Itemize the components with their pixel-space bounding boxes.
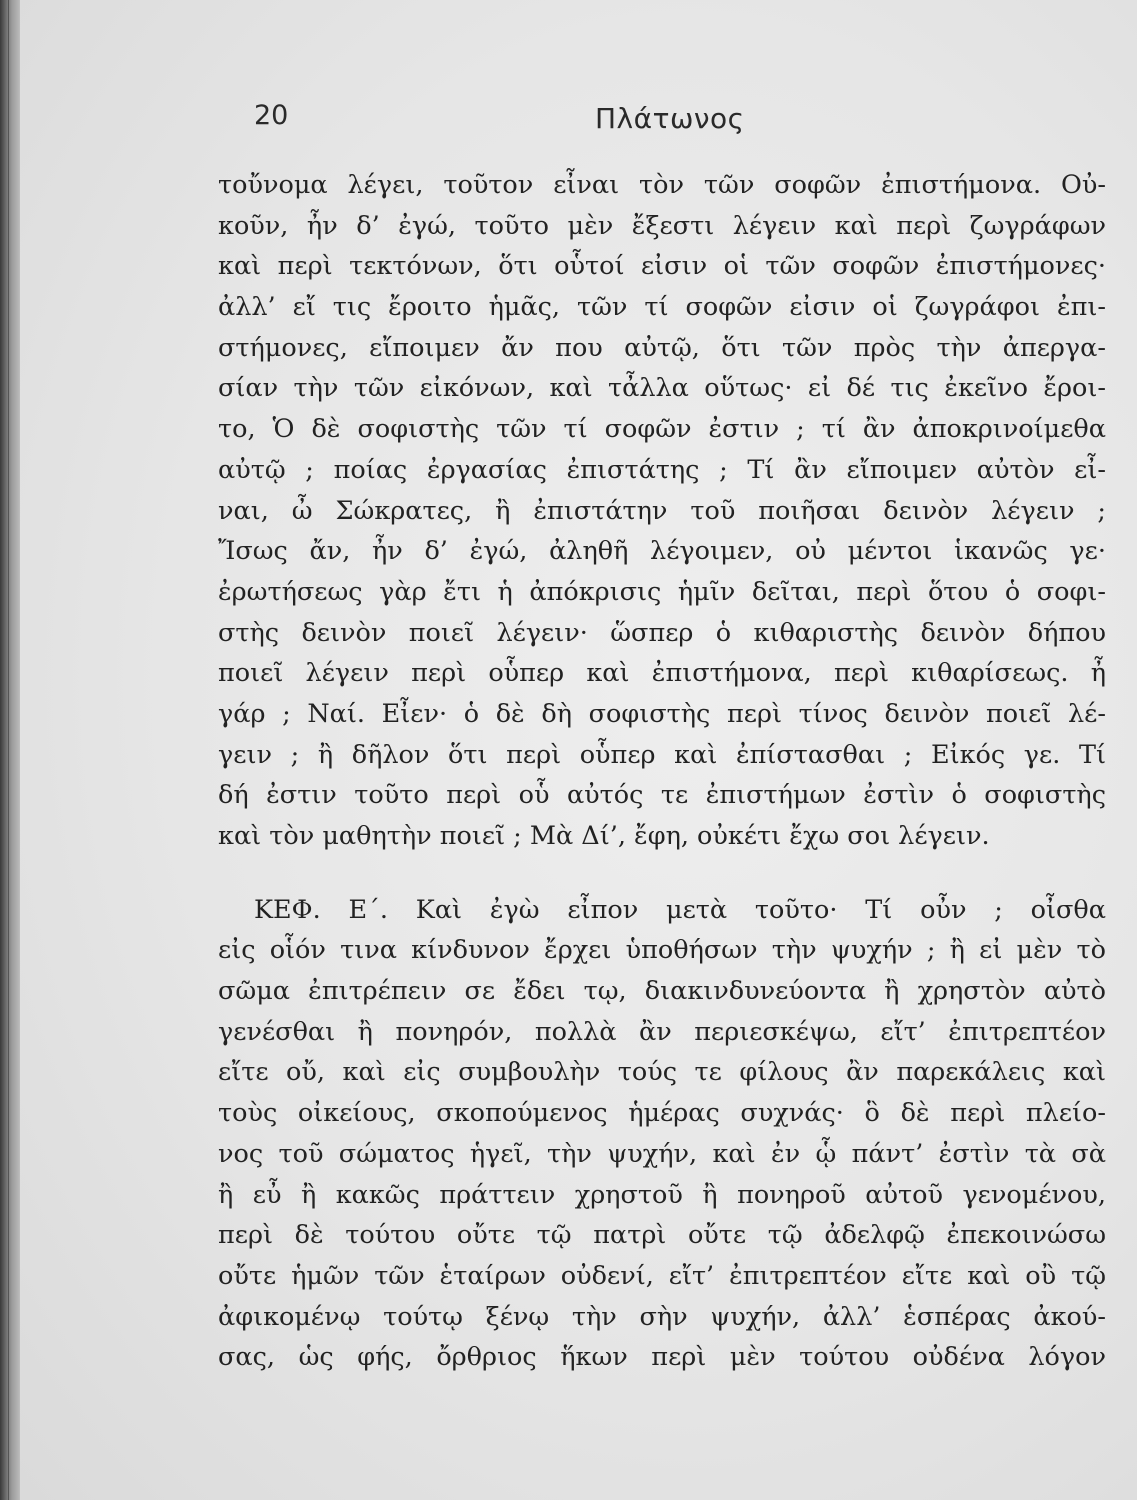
text-line: ποιεῖ λέγειν περὶ οὗπερ καὶ ἐπιστήμονα, περὶ κιθαρίσεως. ἦ xyxy=(218,658,1106,689)
text-line: το, Ὁ δὲ σοφιστὴς τῶν τί σοφῶν ἐστιν ; τί ἂν ἀποκρινοίμεθα xyxy=(218,414,1106,445)
text-line: ναι, ὦ Σώκρατες, ἢ ἐπιστάτην τοῦ ποιῆσαι δεινὸν λέγειν ; xyxy=(218,495,1106,526)
text-line: σίαν τὴν τῶν εἰκόνων, καὶ τἆλλα οὕτως· εἰ δέ τις ἐκεῖνο ἔροι- xyxy=(218,373,1106,404)
text-line: νος τοῦ σώματος ἡγεῖ, τὴν ψυχήν, καὶ ἐν ᾧ πάντ’ ἐστὶν τὰ σὰ xyxy=(218,1138,1106,1169)
text-line: εἰς οἷόν τινα κίνδυνον ἔρχει ὑποθήσων τὴν ψυχήν ; ἢ εἰ μὲν τὸ xyxy=(218,935,1106,966)
text-line: περὶ δὲ τούτου οὔτε τῷ πατρὶ οὔτε τῷ ἀδελφῷ ἐπεκοινώσω xyxy=(218,1220,1106,1251)
text-line: σας, ὡς φής, ὄρθριος ἥκων περὶ μὲν τούτου οὐδένα λόγον xyxy=(218,1342,1106,1373)
text-line: γενέσθαι ἢ πονηρόν, πολλὰ ἂν περιεσκέψω, εἴτ’ ἐπιτρεπτέον xyxy=(218,1016,1106,1047)
page-edge-line xyxy=(8,0,9,1500)
text-line: καὶ τὸν μαθητὴν ποιεῖ ; Μὰ Δί’, ἔφη, οὐκέτι ἔχω σοι λέγειν. xyxy=(218,821,990,851)
paper-sheet xyxy=(20,0,1137,1500)
text-line: γειν ; ἢ δῆλον ὅτι περὶ οὗπερ καὶ ἐπίστασθαι ; Εἰκός γε. Τί xyxy=(218,739,1106,770)
paragraph-2 xyxy=(218,890,1106,1378)
text-line: ἀλλ’ εἴ τις ἔροιτο ἡμᾶς, τῶν τί σοφῶν εἰσιν οἱ ζωγράφοι ἐπι- xyxy=(218,292,1106,323)
text-line: γάρ ; Ναί. Εἶεν· ὁ δὲ δὴ σοφιστὴς περὶ τίνος δεινὸν ποιεῖ λέ- xyxy=(218,698,1106,729)
text-line: σῶμα ἐπιτρέπειν σε ἔδει τῳ, διακινδυνεύοντα ἢ χρηστὸν αὐτὸ xyxy=(218,976,1106,1007)
text-line: οὔτε ἡμῶν τῶν ἑταίρων οὐδενί, εἴτ’ ἐπιτρεπτέον εἴτε καὶ οὒ τῷ xyxy=(218,1260,1106,1291)
text-line: στὴς δεινὸν ποιεῖ λέγειν· ὥσπερ ὁ κιθαριστὴς δεινὸν δήπου xyxy=(218,617,1106,648)
chapter-heading-line: ΚΕΦ. Ε΄. Καὶ ἐγὼ εἶπον μετὰ τοῦτο· Τί οὖν ; οἶσθα xyxy=(254,894,1106,925)
text-line: αὐτῷ ; ποίας ἐργασίας ἐπιστάτης ; Τί ἂν εἴποιμεν αὐτὸν εἶ- xyxy=(218,454,1106,485)
text-line: εἴτε οὔ, καὶ εἰς συμβουλὴν τούς τε φίλους ἂν παρεκάλεις καὶ xyxy=(218,1057,1106,1088)
paragraph-spacer xyxy=(218,857,1106,890)
paragraph-1 xyxy=(218,165,1106,857)
text-line: δή ἐστιν τοῦτο περὶ οὗ αὐτός τε ἐπιστήμων ἐστὶν ὁ σοφιστὴς xyxy=(218,780,1106,811)
book-spine-edge xyxy=(0,0,22,1500)
text-line: τοὺς οἰκείους, σκοπούμενος ἡμέρας συχνάς· ὃ δὲ περὶ πλείο- xyxy=(218,1098,1106,1129)
text-line: ἢ εὖ ἢ κακῶς πράττειν χρηστοῦ ἢ πονηροῦ αὐτοῦ γενομένου, xyxy=(218,1179,1106,1210)
text-line: καὶ περὶ τεκτόνων, ὅτι οὗτοί εἰσιν οἱ τῶν σοφῶν ἐπιστήμονες· xyxy=(218,251,1106,282)
text-line: ἀφικομένῳ τούτῳ ξένῳ τὴν σὴν ψυχήν, ἀλλ’ ἑσπέρας ἀκού- xyxy=(218,1301,1106,1332)
text-line: τοὔνομα λέγει, τοῦτον εἶναι τὸν τῶν σοφῶν ἐπιστήμονα. Οὐ- xyxy=(218,170,1106,200)
text-line: Ἴσως ἄν, ἦν δ’ ἐγώ, ἀληθῆ λέγοιμεν, οὐ μέντοι ἱκανῶς γε· xyxy=(218,536,1106,567)
running-title: Πλάτωνος xyxy=(595,102,745,135)
page-header xyxy=(20,96,1137,136)
text-line: ἐρωτήσεως γὰρ ἔτι ἡ ἀπόκρισις ἡμῖν δεῖται, περὶ ὅτου ὁ σοφι- xyxy=(218,576,1106,607)
page-number: 20 xyxy=(254,100,289,131)
body-text xyxy=(218,165,1106,1378)
text-line: στήμονες, εἴποιμεν ἄν που αὐτῷ, ὅτι τῶν πρὸς τὴν ἀπεργα- xyxy=(218,332,1106,363)
text-line: κοῦν, ἦν δ’ ἐγώ, τοῦτο μὲν ἔξεστι λέγειν καὶ περὶ ζωγράφων xyxy=(218,210,1106,241)
